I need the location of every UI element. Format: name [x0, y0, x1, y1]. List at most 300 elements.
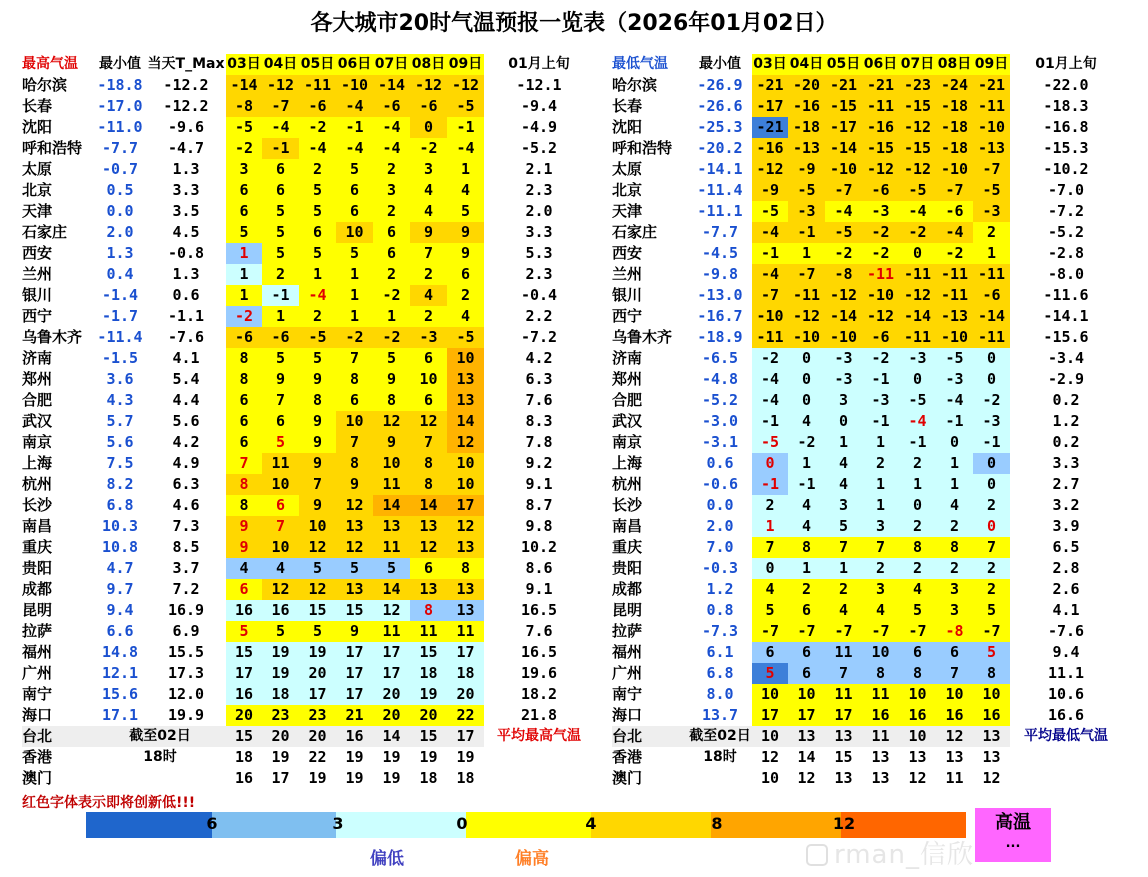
table-row: [612, 621, 1122, 642]
forecast-cell: -1: [936, 411, 973, 432]
forecast-cell: 0: [899, 243, 936, 264]
forecast-cell: 1: [336, 306, 373, 327]
forecast-cell: 0: [936, 432, 973, 453]
extra-label: 平均最低气温: [1024, 728, 1108, 744]
extra-label: [484, 747, 594, 768]
forecast-cell: 1: [973, 243, 1010, 264]
forecast-cell: -4: [752, 222, 788, 243]
city-name: 昆明: [612, 601, 643, 619]
forecast-cell: 11: [373, 474, 410, 495]
forecast-cell: -3: [862, 201, 899, 222]
footnote: 红色字体表示即将创新低!!!: [22, 795, 196, 811]
forecast-cell: 8: [336, 453, 373, 474]
forecast-cell: 17: [373, 663, 410, 684]
forecast-cell: 13: [825, 726, 862, 747]
table-row: [612, 537, 1122, 558]
forecast-cell: 10: [336, 411, 373, 432]
forecast-cell: -1: [752, 411, 788, 432]
column-header: 04日: [262, 54, 299, 75]
today-max-value: 4.4: [172, 391, 200, 409]
forecast-cell: -2: [862, 243, 899, 264]
forecast-cell: -2: [373, 327, 410, 348]
forecast-cell: 0: [973, 516, 1010, 537]
forecast-cell: 22: [447, 705, 484, 726]
city-name: 呼和浩特: [612, 139, 673, 157]
table-row: [612, 642, 1122, 663]
city-name: 郑州: [612, 370, 643, 388]
min-value: -9.8: [701, 265, 739, 283]
forecast-cell: 1: [336, 285, 373, 306]
forecast-cell: -16: [862, 117, 899, 138]
forecast-cell: -6: [373, 96, 410, 117]
forecast-cell: 11: [373, 621, 410, 642]
forecast-cell: 3: [226, 159, 262, 180]
dekad-avg-value: 9.2: [525, 454, 553, 472]
forecast-cell: 4: [410, 285, 447, 306]
forecast-cell: 12: [410, 537, 447, 558]
min-value: 12.1: [101, 664, 139, 682]
forecast-cell: 7: [262, 516, 299, 537]
forecast-cell: 22: [308, 748, 327, 766]
watermark-text: rman_信欣: [834, 840, 974, 870]
forecast-cell: 5: [752, 600, 788, 621]
forecast-cell: 15: [299, 600, 336, 621]
city-name: 武汉: [22, 412, 53, 430]
forecast-cell: 5: [299, 243, 336, 264]
forecast-cell: -2: [862, 222, 899, 243]
forecast-cell: 4: [226, 558, 262, 579]
forecast-cell: 6: [447, 264, 484, 285]
forecast-cell: -11: [973, 327, 1010, 348]
min-value: 6.6: [106, 622, 134, 640]
forecast-cell: 5: [262, 201, 299, 222]
min-value: -13.0: [697, 286, 743, 304]
dekad-avg-value: 6.5: [1052, 538, 1080, 556]
forecast-cell: 4: [788, 411, 825, 432]
forecast-cell: 16: [899, 705, 936, 726]
dekad-avg-value: -18.3: [1043, 97, 1089, 115]
forecast-cell: 11: [862, 726, 899, 747]
forecast-cell: 4: [825, 600, 862, 621]
extra-label: 平均最高气温: [497, 728, 581, 744]
forecast-cell: 6: [226, 390, 262, 411]
extra-note: [688, 768, 752, 789]
forecast-cell: 9: [336, 474, 373, 495]
forecast-cell: 19: [262, 642, 299, 663]
forecast-cell: 7: [752, 537, 788, 558]
forecast-cell: 2: [973, 222, 1010, 243]
dekad-avg-value: 0.2: [1052, 391, 1080, 409]
forecast-cell: 12: [262, 579, 299, 600]
forecast-cell: 20: [226, 705, 262, 726]
city-name: 南昌: [612, 517, 643, 535]
forecast-cell: 2: [262, 264, 299, 285]
forecast-cell: -4: [752, 390, 788, 411]
dekad-avg-value: 0.2: [1052, 433, 1080, 451]
table-row: [612, 201, 1122, 222]
city-name: 银川: [612, 286, 643, 304]
forecast-cell: 12: [936, 726, 973, 747]
city-name: 杭州: [612, 475, 643, 493]
dekad-avg-value: -14.1: [1043, 307, 1089, 325]
forecast-cell: -5: [447, 327, 484, 348]
forecast-cell: 4: [788, 516, 825, 537]
city-name: 成都: [22, 580, 53, 598]
forecast-cell: 19: [382, 748, 401, 766]
table-row: [612, 684, 1122, 705]
forecast-cell: -12: [899, 285, 936, 306]
forecast-cell: 19: [419, 748, 438, 766]
dekad-avg-value: 8.7: [525, 496, 553, 514]
column-header: 当天T_Max: [147, 56, 225, 72]
city-name: 银川: [22, 286, 53, 304]
forecast-cell: 17: [226, 663, 262, 684]
forecast-cell: 8: [447, 558, 484, 579]
dekad-avg-value: 2.8: [1052, 559, 1080, 577]
forecast-cell: 9: [299, 369, 336, 390]
forecast-cell: 2: [373, 159, 410, 180]
forecast-cell: 18: [419, 769, 438, 787]
forecast-cell: 8: [299, 390, 336, 411]
forecast-cell: -14: [825, 306, 862, 327]
forecast-cell: 5: [299, 558, 336, 579]
forecast-cell: 0: [788, 369, 825, 390]
forecast-cell: 6: [262, 411, 299, 432]
forecast-cell: 8: [936, 537, 973, 558]
dekad-avg-value: 9.4: [1052, 643, 1080, 661]
forecast-cell: -20: [788, 75, 825, 96]
city-name: 乌鲁木齐: [612, 328, 673, 346]
forecast-cell: -10: [973, 117, 1010, 138]
forecast-cell: -5: [226, 117, 262, 138]
legend-hot-box: [975, 808, 1051, 862]
forecast-cell: -7: [262, 96, 299, 117]
forecast-cell: 2: [752, 495, 788, 516]
min-value: 0.4: [106, 265, 134, 283]
table-row: [612, 327, 1122, 348]
forecast-cell: 7: [862, 537, 899, 558]
forecast-cell: -2: [336, 327, 373, 348]
min-value: 5.6: [106, 433, 134, 451]
forecast-cell: -1: [899, 432, 936, 453]
table-row: [612, 264, 1122, 285]
forecast-cell: 10: [936, 684, 973, 705]
forecast-cell: -11: [752, 327, 788, 348]
city-name: 西安: [22, 244, 53, 262]
forecast-cell: -7: [825, 621, 862, 642]
forecast-cell: -17: [825, 117, 862, 138]
forecast-cell: 11: [945, 769, 964, 787]
forecast-cell: 10: [373, 453, 410, 474]
forecast-cell: 16: [936, 705, 973, 726]
forecast-cell: -11: [936, 264, 973, 285]
forecast-cell: 5: [973, 642, 1010, 663]
forecast-cell: 3: [410, 159, 447, 180]
table-row: [612, 432, 1122, 453]
dekad-avg-value: -8.0: [1047, 265, 1085, 283]
forecast-cell: 1: [447, 159, 484, 180]
forecast-cell: 12: [447, 516, 484, 537]
table-row: [22, 117, 594, 138]
today-max-value: 16.9: [167, 601, 205, 619]
city-name: 南昌: [22, 517, 53, 535]
min-value: 6.1: [706, 643, 734, 661]
forecast-cell: 19: [308, 769, 327, 787]
min-value: 0.6: [706, 454, 734, 472]
today-max-value: 17.3: [167, 664, 205, 682]
forecast-cell: -5: [936, 348, 973, 369]
forecast-cell: 8: [373, 390, 410, 411]
city-name: 沈阳: [612, 118, 643, 136]
min-value: -26.6: [697, 97, 743, 115]
table-row: [22, 222, 594, 243]
city-name: 济南: [22, 349, 53, 367]
min-value: 0.0: [106, 202, 134, 220]
forecast-cell: 6: [410, 390, 447, 411]
city-name: 北京: [22, 181, 53, 199]
city-name: 兰州: [22, 265, 53, 283]
city-name: 上海: [612, 454, 643, 472]
forecast-cell: -4: [899, 411, 936, 432]
forecast-cell: -1: [862, 369, 899, 390]
dekad-avg-value: 16.5: [520, 601, 558, 619]
forecast-cell: 13: [410, 579, 447, 600]
forecast-cell: 1: [862, 474, 899, 495]
forecast-cell: -3: [973, 201, 1010, 222]
forecast-cell: 13: [788, 726, 825, 747]
dekad-avg-value: -9.4: [520, 97, 558, 115]
city-name: 长沙: [612, 496, 643, 514]
forecast-cell: 2: [410, 264, 447, 285]
forecast-cell: 6: [299, 222, 336, 243]
forecast-cell: 11: [862, 684, 899, 705]
forecast-cell: 13: [447, 537, 484, 558]
forecast-cell: 3: [936, 600, 973, 621]
column-header: 08日: [936, 54, 973, 75]
column-header: 01月上旬: [1035, 56, 1097, 72]
dekad-avg-value: 5.3: [525, 244, 553, 262]
forecast-cell: -7: [788, 264, 825, 285]
forecast-cell: 0: [973, 474, 1010, 495]
min-value: -26.9: [697, 76, 743, 94]
forecast-cell: 16: [234, 769, 254, 787]
forecast-cell: -12: [788, 306, 825, 327]
table-row: [22, 159, 594, 180]
forecast-cell: -1: [262, 138, 299, 159]
column-header: 07日: [373, 54, 410, 75]
forecast-cell: 17: [336, 684, 373, 705]
forecast-cell: 20: [373, 684, 410, 705]
forecast-cell: 12: [373, 600, 410, 621]
forecast-cell: -6: [262, 327, 299, 348]
forecast-cell: -2: [410, 138, 447, 159]
city-name: 广州: [22, 664, 53, 682]
min-value: 8.2: [106, 475, 134, 493]
forecast-cell: 19: [456, 748, 475, 766]
forecast-cell: 4: [862, 600, 899, 621]
forecast-cell: 6: [336, 201, 373, 222]
forecast-cell: 12: [760, 748, 780, 766]
dekad-avg-value: 11.1: [1047, 664, 1085, 682]
forecast-cell: 7: [336, 432, 373, 453]
forecast-cell: -4: [336, 138, 373, 159]
forecast-cell: 18: [234, 748, 254, 766]
forecast-cell: 17: [271, 769, 290, 787]
table-row: [22, 243, 594, 264]
extra-note: 18时: [143, 749, 177, 765]
today-max-value: 4.5: [172, 223, 200, 241]
forecast-cell: 11: [410, 621, 447, 642]
forecast-cell: -2: [973, 390, 1010, 411]
forecast-cell: -13: [973, 138, 1010, 159]
column-header: 最小值: [99, 56, 141, 72]
city-name: 台北: [22, 726, 94, 747]
forecast-cell: 6: [262, 159, 299, 180]
min-value: -11.1: [697, 202, 743, 220]
table-row: [22, 369, 594, 390]
dekad-avg-value: 2.2: [525, 307, 553, 325]
city-name: 海口: [22, 706, 53, 724]
forecast-cell: -2: [299, 117, 336, 138]
min-value: 7.0: [706, 538, 734, 556]
forecast-cell: 13: [447, 579, 484, 600]
forecast-cell: 13: [908, 748, 927, 766]
forecast-cell: 1: [936, 474, 973, 495]
forecast-cell: -4: [336, 96, 373, 117]
forecast-cell: 10: [447, 474, 484, 495]
table-row: [612, 348, 1122, 369]
city-name: 成都: [612, 580, 643, 598]
forecast-cell: 16: [226, 600, 262, 621]
table-row: [22, 726, 594, 747]
min-temperature-table: [612, 54, 1122, 789]
dekad-avg-value: -7.0: [1047, 181, 1085, 199]
min-value: 3.6: [106, 370, 134, 388]
dekad-avg-value: 6.3: [525, 370, 553, 388]
forecast-cell: -15: [899, 96, 936, 117]
forecast-cell: -18: [936, 96, 973, 117]
forecast-cell: 5: [299, 180, 336, 201]
forecast-cell: 17: [825, 705, 862, 726]
forecast-cell: 2: [299, 306, 336, 327]
forecast-cell: 5: [899, 600, 936, 621]
today-max-value: 4.1: [172, 349, 200, 367]
forecast-cell: 8: [226, 495, 262, 516]
forecast-cell: -5: [752, 432, 788, 453]
city-name: 西宁: [22, 307, 53, 325]
table-row: [612, 369, 1122, 390]
forecast-cell: 7: [973, 537, 1010, 558]
city-name: 太原: [22, 160, 53, 178]
column-header: 最高气温: [22, 56, 78, 72]
forecast-cell: 6: [226, 411, 262, 432]
forecast-cell: 13: [871, 748, 890, 766]
min-value: -11.4: [697, 181, 743, 199]
min-value: 2.0: [106, 223, 134, 241]
city-name: 济南: [612, 349, 643, 367]
min-value: -14.1: [697, 160, 743, 178]
forecast-cell: 4: [825, 453, 862, 474]
forecast-cell: 14: [373, 495, 410, 516]
forecast-cell: 15: [410, 726, 447, 747]
forecast-cell: 20: [262, 726, 299, 747]
forecast-cell: 1: [226, 285, 262, 306]
min-value: 14.8: [101, 643, 139, 661]
table-row: [612, 495, 1122, 516]
forecast-cell: 10: [447, 453, 484, 474]
forecast-cell: 5: [262, 348, 299, 369]
today-max-value: 0.6: [172, 286, 200, 304]
forecast-cell: 15: [410, 642, 447, 663]
forecast-cell: 6: [226, 432, 262, 453]
table-row: [22, 621, 594, 642]
min-value: 1.2: [706, 580, 734, 598]
column-header: 01月上旬: [508, 56, 570, 72]
min-value: -7.3: [701, 622, 739, 640]
forecast-cell: 19: [382, 769, 401, 787]
forecast-cell: -5: [973, 180, 1010, 201]
city-name: 昆明: [22, 601, 53, 619]
forecast-cell: -1: [788, 222, 825, 243]
min-value: 6.8: [706, 664, 734, 682]
dekad-avg-value: 3.3: [1052, 454, 1080, 472]
forecast-cell: 16: [336, 726, 373, 747]
dekad-avg-value: -15.6: [1043, 328, 1089, 346]
forecast-cell: -11: [862, 96, 899, 117]
forecast-cell: 8: [410, 600, 447, 621]
bias-low-label: 偏低: [370, 849, 404, 869]
forecast-cell: 12: [336, 537, 373, 558]
column-header: 07日: [899, 54, 936, 75]
forecast-cell: 13: [410, 516, 447, 537]
table-row: [22, 558, 594, 579]
forecast-cell: 11: [825, 642, 862, 663]
city-name: 杭州: [22, 475, 53, 493]
forecast-cell: 12: [299, 579, 336, 600]
min-value: -3.1: [701, 433, 739, 451]
forecast-cell: -9: [788, 159, 825, 180]
table-row: [612, 474, 1122, 495]
forecast-cell: 6: [788, 642, 825, 663]
min-value: -0.6: [701, 475, 739, 493]
extra-label: [1010, 768, 1122, 789]
min-value: 13.7: [701, 706, 739, 724]
forecast-cell: -4: [752, 264, 788, 285]
forecast-cell: -21: [752, 117, 788, 138]
forecast-cell: -24: [936, 75, 973, 96]
forecast-cell: -14: [825, 138, 862, 159]
forecast-cell: 2: [447, 285, 484, 306]
page-title: 各大城市20时气温预报一览表（2026年01月02日）: [310, 11, 838, 36]
forecast-cell: 9: [262, 369, 299, 390]
forecast-cell: 8: [788, 537, 825, 558]
dekad-avg-value: -10.2: [1043, 160, 1089, 178]
min-value: -25.3: [697, 118, 743, 136]
forecast-cell: 14: [410, 495, 447, 516]
forecast-cell: 5: [973, 600, 1010, 621]
dekad-avg-value: 21.8: [520, 706, 558, 724]
table-row: [612, 453, 1122, 474]
forecast-cell: 7: [825, 537, 862, 558]
forecast-cell: -10: [336, 75, 373, 96]
forecast-cell: 1: [862, 432, 899, 453]
legend-hot-sub: ...: [1005, 836, 1021, 851]
city-name: 广州: [612, 664, 643, 682]
city-name: 拉萨: [612, 622, 643, 640]
forecast-cell: -3: [936, 369, 973, 390]
forecast-cell: 13: [945, 748, 964, 766]
forecast-cell: 13: [447, 600, 484, 621]
